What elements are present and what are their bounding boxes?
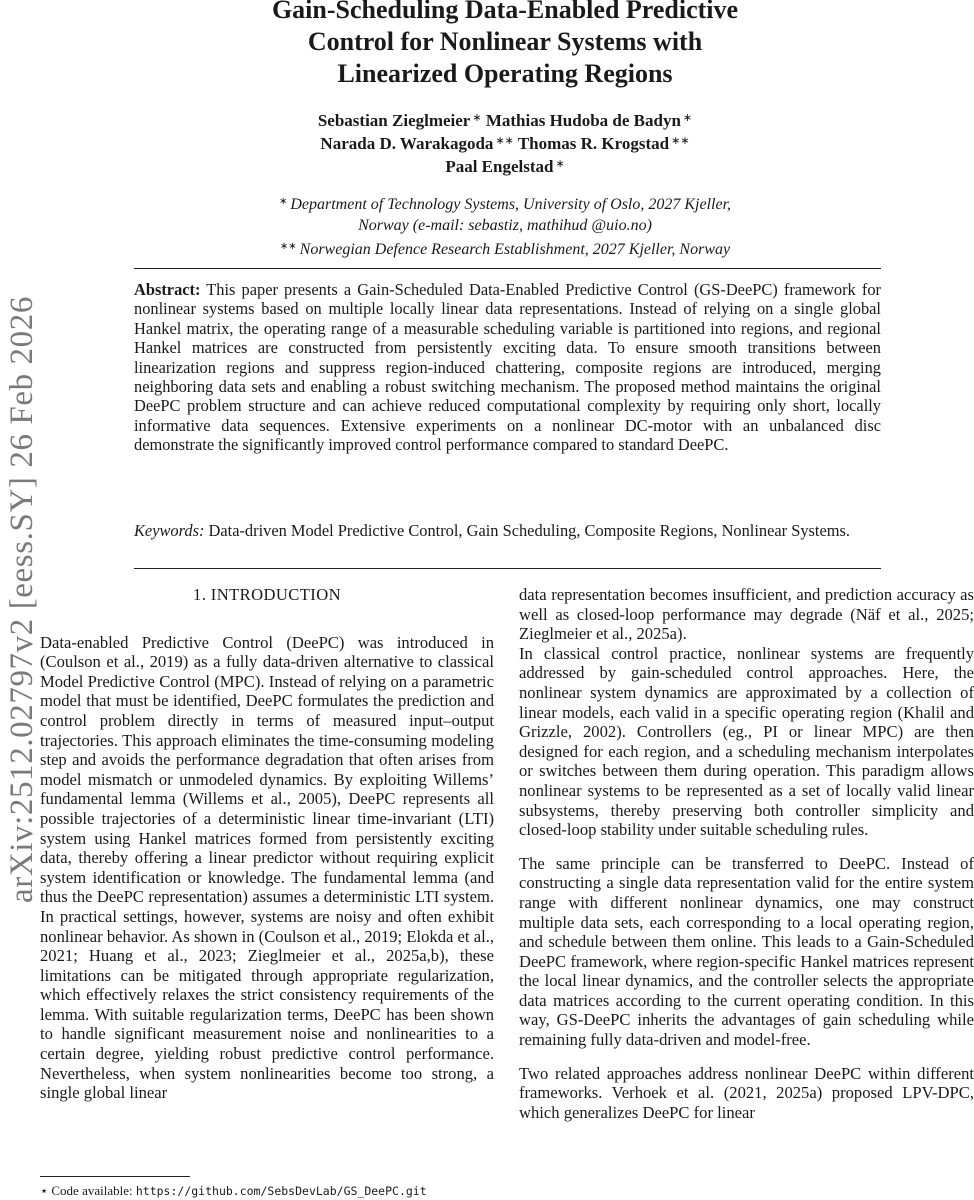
affiliation-mark: ∗ [278,196,288,207]
right-column [519,585,974,1122]
keywords [134,521,881,540]
footnote-mark: ⋆ [40,1183,49,1198]
abstract-label: Abstract: [134,280,201,299]
affiliation-mark: ∗∗ [671,135,690,147]
abstract-text: This paper presents a Gain-Scheduled Data-Enabled Predictive Control (GS-DeePC) framework for nonlinear systems based on multiple locally linear data representations. Instead of relying on a single global Hankel matrix, the operating range of a measurable scheduling variable is partitioned into regions, and regional Hankel matrices are constructed from persistently exciting data. To ensure smooth transitions between linearization regions and suppress region-induced chattering, composite regions are introduced, merging neighboring data sets and enabling a robust switching mechanism. The proposed method maintains the original DeePC problem structure and can achieve reduced computational complexity by requiring only short, locally informative data sequences. Extensive experiments on a nonlinear DC-motor with an unbalanced disc demonstrate the significantly improved control performance compared to standard DeePC. [134,280,881,455]
title-line: Linearized Operating Regions [337,59,673,88]
abstract [134,280,881,455]
affiliation-mark: ∗ [682,112,693,124]
affiliation-mark: ∗∗ [279,241,297,252]
affiliation-mark: ∗ [555,158,565,170]
author-list [200,108,810,177]
body-paragraph: Two related approaches address nonlinear DeePC within different frameworks. Verhoek et al. (2021, 2025a) proposed LPV-DPC, which generalizes DeePC for linear [519,1063,974,1122]
author-name: Sebastian Zieglmeier [317,111,471,130]
affiliations [200,191,810,260]
body-paragraph: In classical control practice, nonlinear systems are frequently addressed by gain-scheduled control approaches. Here, the nonlinear system dynamics are approximated by a collection of linear models, each valid in a specific operating region (Khalil and Grizzle, 2002). Controllers (eg., PI or linear MPC) are then designed for each region, and a scheduling mechanism interpolates or switches between them during operation. This paradigm allows nonlinear systems to be represented as a set of locally valid linear subsystems, thereby preserving both controller simplicity and closed-loop stability under suitable scheduling rules. [519,643,974,840]
footnote-rule [40,1176,190,1177]
abstract-top-rule [134,268,881,269]
author-name: Paal Engelstad [445,157,554,176]
affiliation-mark: ∗ [472,112,482,124]
affiliation-line: Norway (e-mail: sebastiz, mathihud @uio.no) [358,217,652,234]
affiliation-line: Norwegian Defence Research Establishment, 2027 Kjeller, Norway [299,241,731,258]
abstract-bottom-rule [134,568,881,569]
left-column [40,585,494,1103]
arxiv-identifier-stamp: arXiv:2512.02797v2 [eess.SY] 26 Feb 2026 [4,296,40,903]
body-paragraph: The same principle can be transferred to DeePC. Instead of constructing a single data representation valid for the entire system range with different nonlinear dynamics, one may construct multiple data sets, each corresponding to a local operating region, and schedule between them online. This leads to a Gain-Scheduled DeePC framework, where region-specific Hankel matrices represent the local linear dynamics, and the controller selects the appropriate data matrices according to the current operating condition. In this way, GS-DeePC inherits the advantages of gain scheduling while remaining fully data-driven and model-free. [519,853,974,1050]
code-repository-link[interactable]: https://github.com/SebsDevLab/GS_DeePC.git [135,1184,427,1198]
affiliation-line: Department of Technology Systems, University of Oslo, 2027 Kjeller, [290,196,732,213]
footnote-label: Code available: [51,1183,133,1198]
title-line: Control for Nonlinear Systems with [307,27,703,56]
body-paragraph: Data-enabled Predictive Control (DeePC) was introduced in (Coulson et al., 2019) as a fully data-driven alternative to classical Model Predictive Control (MPC). Instead of relying on a parametric model that must be identified, DeePC formulates the prediction and control problem directly in terms of measured input–output trajectories. This approach eliminates the time-consuming modeling step and avoids the performance degradation that often arises from model mismatch or unmodeled dynamics. By exploiting Willems’ fundamental lemma (Willems et al., 2005), DeePC represents all possible trajectories of a deterministic linear time-invariant (LTI) system using Hankel matrices formed from persistently exciting data, thereby offering a linear predictor without requiring explicit system identification or knowledge. The fundamental lemma (and thus the DeePC representation) assumes a deterministic LTI system. In practical settings, however, systems are noisy and often exhibit nonlinear behavior. As shown in (Coulson et al., 2019; Elokda et al., 2021; Huang et al., 2023; Zieglmeier et al., 2025a,b), these limitations can be mitigated through appropriate regularization, which effectively relaxes the strict consistency requirements of the lemma. With suitable regularization terms, DeePC has been shown to handle significant measurement noise and nonlinearities to a certain degree, yielding robust predictive control performance. Nevertheless, when system nonlinearities become too strong, a single global linear [40,632,494,1103]
paper-title [200,0,810,90]
footnote [40,1183,427,1199]
title-line: Gain-Scheduling Data-Enabled Predictive [271,0,739,24]
keywords-text: Data-driven Model Predictive Control, Gain Scheduling, Composite Regions, Nonlinear Systems. [208,521,850,540]
keywords-label: Keywords: [134,521,205,540]
author-name: Thomas R. Krogstad [517,134,670,153]
section-heading: 1. INTRODUCTION [193,585,341,604]
body-paragraph: data representation becomes insufficient, and prediction accuracy as well as closed-loop performance may degrade (Näf et al., 2025; Zieglmeier et al., 2025a). [519,585,974,644]
author-name: Mathias Hudoba de Badyn [485,111,681,130]
affiliation-mark: ∗∗ [495,135,514,147]
author-name: Narada D. Warakagoda [320,134,494,153]
